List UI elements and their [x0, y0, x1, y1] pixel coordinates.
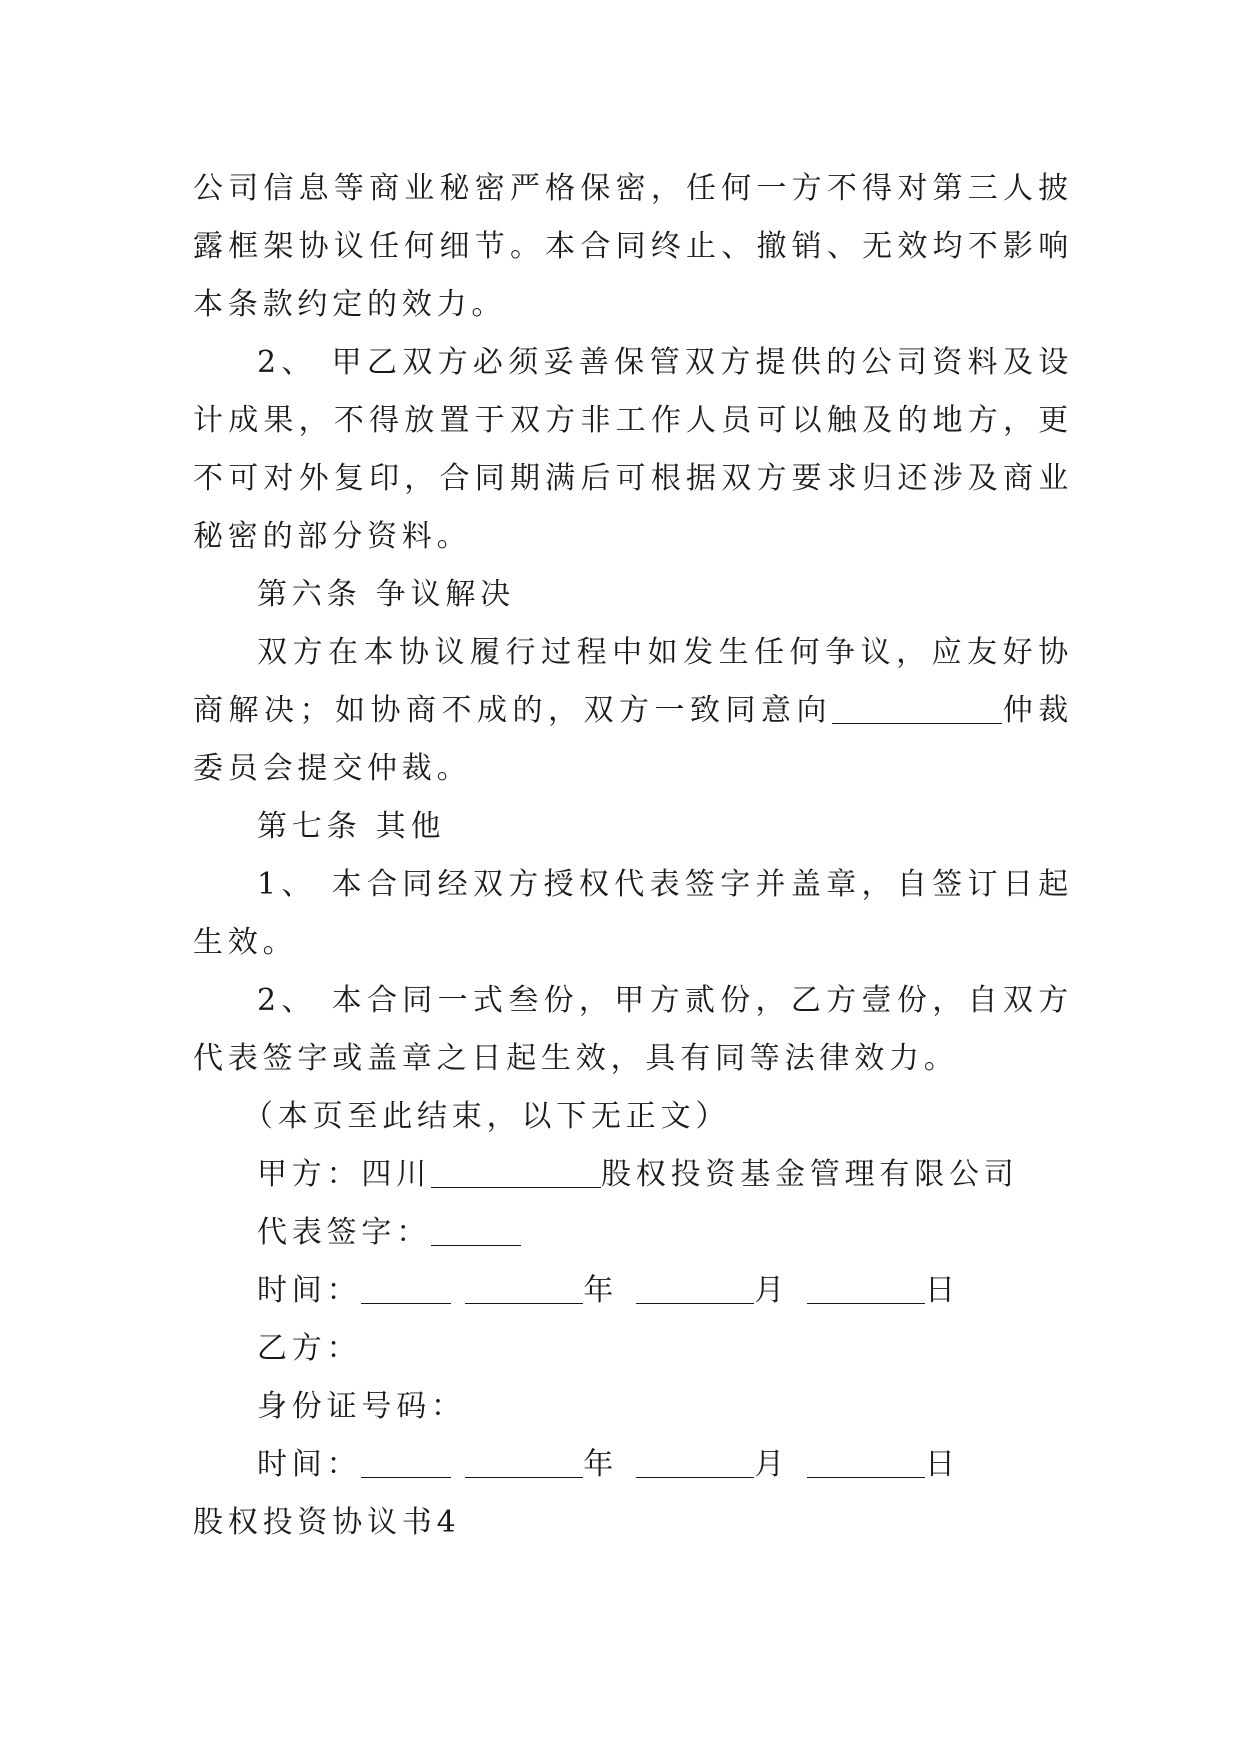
arbitration-commission-blank: [832, 693, 1002, 724]
month-blank: [636, 1273, 754, 1304]
representative-signature-line: [193, 1204, 1073, 1262]
representative-signature-blank: [431, 1215, 521, 1246]
party-a-line: [193, 1146, 1073, 1204]
party-b-line: 乙方：: [257, 1331, 362, 1366]
year-blank: [465, 1273, 583, 1304]
day-blank: [807, 1273, 925, 1304]
article-7-heading: 第七条 其他: [257, 809, 446, 844]
month-blank-2: [636, 1447, 754, 1478]
day-label-2: 日: [925, 1447, 960, 1482]
dispute-text-after: 仲裁委员会提交仲裁。: [193, 693, 1073, 786]
end-of-text-note: （本页至此结束，以下无正文）: [243, 1099, 731, 1134]
time-label-2: 时间：: [257, 1447, 362, 1482]
year-blank-2: [465, 1447, 583, 1478]
time-label: 时间：: [257, 1273, 362, 1308]
month-label-2: 月: [754, 1447, 790, 1482]
document-body: [193, 160, 1073, 1552]
representative-label: 代表签字：: [257, 1215, 431, 1250]
party-a-time-line: [193, 1262, 1073, 1320]
confidentiality-paragraph-continued: 公司信息等商业秘密严格保密，任何一方不得对第三人披露框架协议任何细节。本合同终止、撤销、无效均不影响本条款约定的效力。: [193, 171, 1073, 322]
next-document-title: 股权投资协议书4: [193, 1505, 461, 1540]
party-a-name-blank: [431, 1157, 601, 1188]
time-blank: [361, 1273, 451, 1304]
year-label-2: 年: [583, 1447, 619, 1482]
party-b-time-line: [193, 1436, 1073, 1494]
dispute-resolution-paragraph: [193, 624, 1073, 798]
year-label: 年: [583, 1273, 619, 1308]
party-a-label: 甲方：四川: [257, 1157, 431, 1192]
time-blank-2: [361, 1447, 451, 1478]
article-6-heading: 第六条 争议解决: [257, 577, 515, 612]
day-blank-2: [807, 1447, 925, 1478]
other-clause-2: 2、 本合同一式叁份，甲方贰份，乙方壹份，自双方代表签字或盖章之日起生效，具有同等法律效力。: [193, 983, 1073, 1076]
confidentiality-clause-2: 2、 甲乙双方必须妥善保管双方提供的公司资料及设计成果，不得放置于双方非工作人员可以触及的地方，更不可对外复印，合同期满后可根据双方要求归还涉及商业秘密的部分资料。: [193, 345, 1073, 554]
day-label: 日: [925, 1273, 960, 1308]
party-a-suffix: 股权投资基金管理有限公司: [601, 1157, 1019, 1192]
other-clause-1: 1、 本合同经双方授权代表签字并盖章，自签订日起生效。: [193, 867, 1073, 960]
id-number-line: 身份证号码：: [257, 1389, 466, 1424]
month-label: 月: [754, 1273, 790, 1308]
dispute-text-before: 双方在本协议履行过程中如发生任何争议，应友好协商解决；如协商不成的，双方一致同意向: [193, 635, 1073, 728]
